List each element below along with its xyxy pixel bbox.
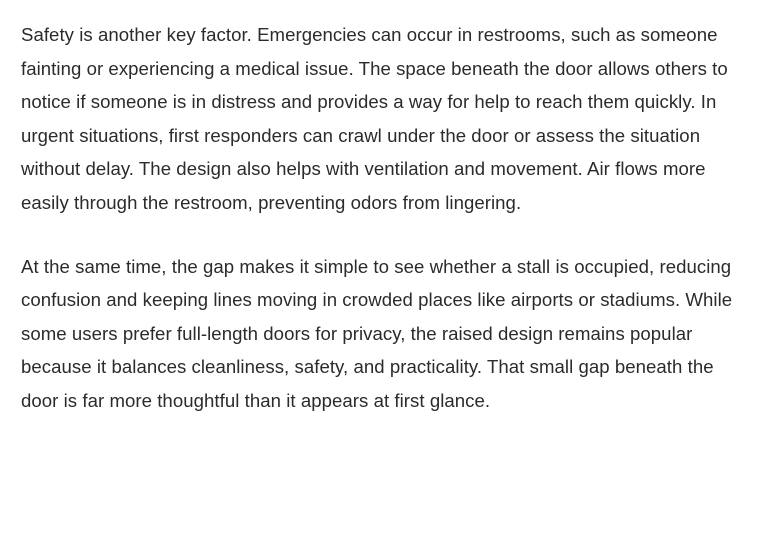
article-body (21, 18, 756, 418)
paragraph-safety: Safety is another key factor. Emergencies can occur in restrooms, such as someone fainting or experiencing a medical issue. The space beneath the door allows others to notice if someone is in distress and provides a way for help to reach them quickly. In urgent situations, first responders can crawl under the door or assess the situation without delay. The design also helps with ventilation and movement. Air flows more easily through the restroom, preventing odors from lingering. (21, 24, 728, 213)
paragraph-gap-visibility: At the same time, the gap makes it simple to see whether a stall is occupied, reducing confusion and keeping lines moving in crowded places like airports or stadiums. While some users prefer full-length doors for privacy, the raised design remains popular because it balances cleanliness, safety, and practicality. That small gap beneath the door is far more thoughtful than it appears at first glance. (21, 255, 733, 411)
